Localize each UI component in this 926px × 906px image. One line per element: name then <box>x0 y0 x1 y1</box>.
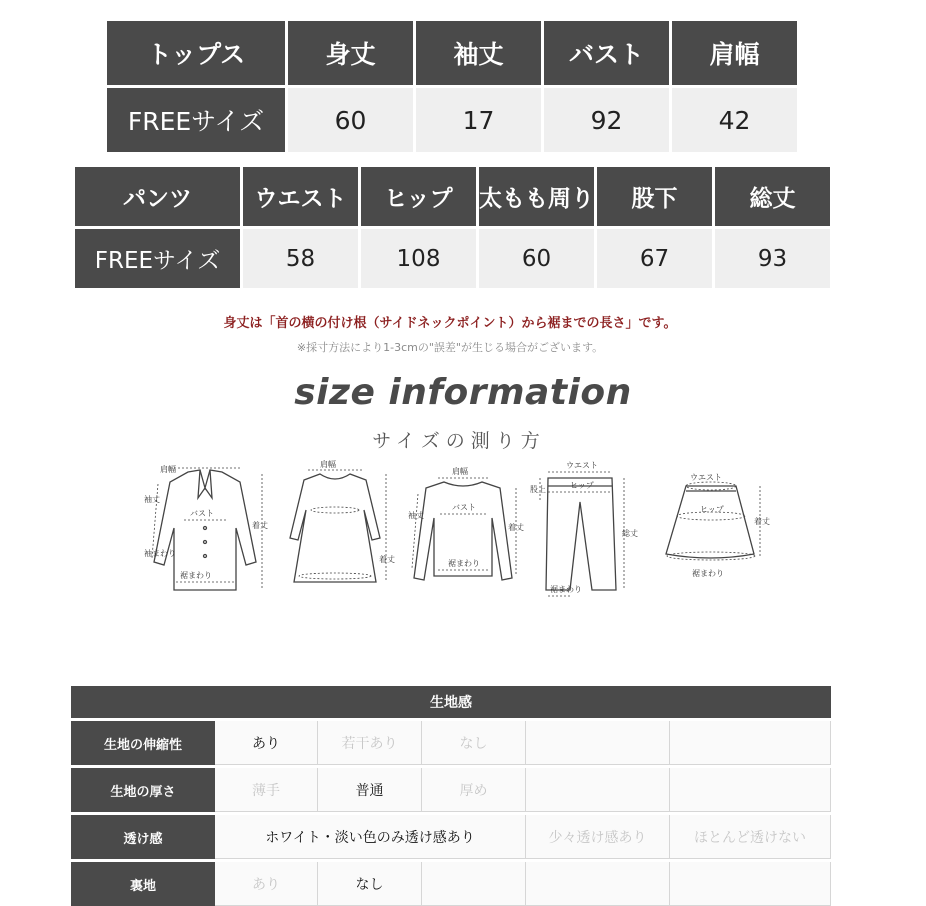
fabric-feel-table <box>71 686 831 906</box>
pants-rise-label: 股上 <box>530 485 546 494</box>
pants-header-inseam: 股下 <box>597 167 712 226</box>
fabric-row-sheerness <box>71 815 831 859</box>
fabric-option-empty <box>526 721 670 765</box>
fabric-option-empty <box>670 721 831 765</box>
tops-header-row <box>107 21 797 85</box>
coat-cuff-label: 袖まわり <box>144 549 176 558</box>
size-information-title: size information <box>294 372 632 413</box>
top-bust-label: バスト <box>452 503 476 512</box>
tops-value-sleeve: 17 <box>416 88 541 152</box>
top-sleeve-label: 袖丈 <box>408 511 424 520</box>
fabric-row-label: 透け感 <box>71 815 215 859</box>
skirt-length-label: 着丈 <box>754 517 770 526</box>
pants-value-total-length: 93 <box>715 229 830 288</box>
fabric-option: あり <box>215 862 318 906</box>
fabric-option-selected: ホワイト・淡い色のみ透け感あり <box>215 815 526 859</box>
fabric-row-label: 裏地 <box>71 862 215 906</box>
pants-value-thigh: 60 <box>479 229 594 288</box>
fabric-option-empty <box>670 862 831 906</box>
coat-sleeve-label: 袖丈 <box>144 495 160 504</box>
fabric-option: 厚め <box>422 768 526 812</box>
length-definition-note: 身丈は「首の横の付け根（サイドネックポイント）から裾までの長さ」です。 <box>223 316 677 331</box>
pants-diagram <box>530 458 640 603</box>
fabric-row-lining <box>71 862 831 906</box>
pants-value-inseam: 67 <box>597 229 712 288</box>
fabric-option: なし <box>422 721 526 765</box>
pants-size-label: FREEサイズ <box>75 229 240 288</box>
fabric-row-label: 生地の厚さ <box>71 768 215 812</box>
tops-value-shoulder: 42 <box>672 88 797 152</box>
fabric-row-stretch <box>71 721 831 765</box>
pants-value-hip: 108 <box>361 229 476 288</box>
pants-hem-label: 裾まわり <box>550 585 582 594</box>
tops-header-sleeve: 袖丈 <box>416 21 541 85</box>
skirt-waist-label: ウエスト <box>690 473 722 482</box>
pants-hip-label: ヒップ <box>570 481 594 490</box>
top-diagram <box>408 458 523 598</box>
fabric-row-thickness <box>71 768 831 812</box>
skirt-diagram <box>656 458 770 588</box>
dress-shoulder-label: 肩幅 <box>320 460 336 469</box>
fabric-option-selected: なし <box>318 862 422 906</box>
fabric-option: 若干あり <box>318 721 422 765</box>
coat-shoulder-label: 肩幅 <box>160 465 176 474</box>
size-information-subtitle: サイズの測り方 <box>372 430 546 452</box>
measurement-error-note: ※採寸方法により1-3cmの"誤差"が生じる場合がございます。 <box>296 341 604 354</box>
top-hem-label: 裾まわり <box>448 559 480 568</box>
pants-header-row <box>75 167 830 226</box>
tops-size-table <box>104 18 800 155</box>
pants-value-waist: 58 <box>243 229 358 288</box>
coat-hem-label: 裾まわり <box>180 571 212 580</box>
top-shoulder-label: 肩幅 <box>452 467 468 476</box>
fabric-option-selected: あり <box>215 721 318 765</box>
tops-value-length: 60 <box>288 88 413 152</box>
coat-bust-label: バスト <box>190 509 214 518</box>
top-length-label: 着丈 <box>508 523 524 532</box>
pants-size-table <box>72 164 833 291</box>
pants-waist-label: ウエスト <box>566 461 598 470</box>
tops-value-row <box>107 88 797 152</box>
skirt-hem-label: 裾まわり <box>692 569 724 578</box>
fabric-option: 薄手 <box>215 768 318 812</box>
pants-value-row <box>75 229 830 288</box>
tops-header-shoulder: 肩幅 <box>672 21 797 85</box>
coat-diagram <box>140 458 270 598</box>
fabric-option-empty <box>526 862 670 906</box>
tops-size-label: FREEサイズ <box>107 88 285 152</box>
tops-value-bust: 92 <box>544 88 669 152</box>
pants-length-label: 総丈 <box>622 529 638 538</box>
fabric-option-empty <box>422 862 526 906</box>
pants-header-hip: ヒップ <box>361 167 476 226</box>
tops-header-category: トップス <box>107 21 285 85</box>
fabric-row-label: 生地の伸縮性 <box>71 721 215 765</box>
tops-header-bust: バスト <box>544 21 669 85</box>
fabric-option-selected: 普通 <box>318 768 422 812</box>
fabric-option: ほとんど透けない <box>670 815 831 859</box>
dress-diagram <box>280 458 395 598</box>
fabric-option: 少々透け感あり <box>526 815 670 859</box>
skirt-hip-label: ヒップ <box>700 505 724 514</box>
pants-header-total-length: 総丈 <box>715 167 830 226</box>
fabric-option-empty <box>526 768 670 812</box>
pants-header-waist: ウエスト <box>243 167 358 226</box>
coat-length-label: 着丈 <box>252 521 268 530</box>
fabric-feel-title: 生地感 <box>71 686 831 718</box>
pants-header-category: パンツ <box>75 167 240 226</box>
dress-length-label: 着丈 <box>379 555 395 564</box>
fabric-option-empty <box>670 768 831 812</box>
tops-header-length: 身丈 <box>288 21 413 85</box>
pants-header-thigh: 太もも周り <box>479 167 594 226</box>
